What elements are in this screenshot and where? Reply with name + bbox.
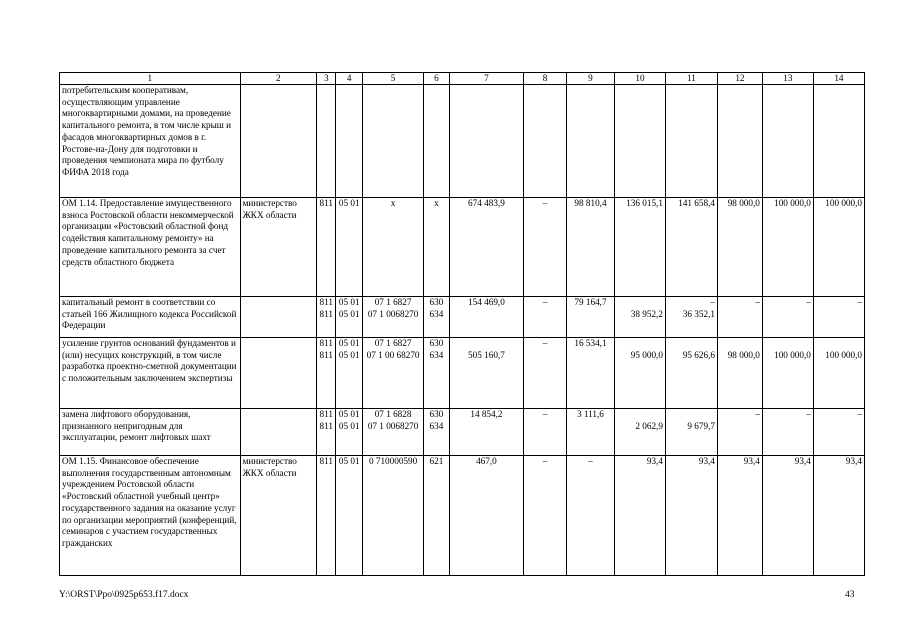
header-cell: 5 xyxy=(362,73,423,85)
cell-value xyxy=(765,338,811,350)
cell-value xyxy=(816,421,862,433)
cell-c11 xyxy=(665,85,717,198)
cell-value: х xyxy=(434,198,439,208)
cell-c3 xyxy=(317,338,336,409)
cell-value: – xyxy=(542,456,548,466)
cell-value: 811 xyxy=(319,349,333,360)
cell-value: 14 854,2 xyxy=(470,409,503,419)
cell-value xyxy=(526,350,564,362)
cell-value: – xyxy=(542,198,548,208)
cell-value: 100 000,0 xyxy=(774,198,811,208)
cell-value: 38 952,2 xyxy=(630,308,663,319)
cell-value: х xyxy=(390,198,396,208)
cell-value: – xyxy=(588,456,593,466)
cell-c13 xyxy=(762,198,813,297)
cell-value: – xyxy=(806,409,811,419)
cell-c11 xyxy=(665,198,717,297)
cell-c3 xyxy=(317,456,336,576)
cell-value xyxy=(816,309,862,321)
cell-value: 07 1 6827 xyxy=(374,297,412,307)
table-row xyxy=(60,456,865,576)
cell-value: 0 710000590 xyxy=(368,456,418,466)
cell-c13 xyxy=(762,409,813,456)
header-cell: 9 xyxy=(567,73,615,85)
cell-c12 xyxy=(717,85,762,198)
cell-value: 811 xyxy=(319,308,333,319)
cell-c14 xyxy=(813,85,864,198)
cell-value: – xyxy=(710,297,715,307)
table-row xyxy=(60,297,865,338)
cell-value: 100 000,0 xyxy=(825,349,862,360)
row-executor xyxy=(240,85,317,198)
cell-value xyxy=(452,421,521,433)
table-row xyxy=(60,85,865,198)
row-description: замена лифтового оборудования, признанного непригодным для эксплуатации, ремонт лифтовых шахт xyxy=(60,409,241,456)
header-cell: 1 xyxy=(60,73,241,85)
cell-value: 93,4 xyxy=(845,456,862,466)
row-description: усиление грунтов оснований фундаментов и (или) несущих конструкций, в том числе разработка проектно-сметной документации с положительным заключением экспертизы xyxy=(60,338,241,409)
cell-value xyxy=(617,297,663,309)
cell-value: 811 xyxy=(319,198,333,208)
budget-table xyxy=(59,72,865,576)
cell-c3 xyxy=(317,85,336,198)
cell-c4 xyxy=(336,297,363,338)
cell-value: 136 015,1 xyxy=(626,198,663,208)
cell-value: – xyxy=(857,297,862,307)
cell-c12 xyxy=(717,456,762,576)
cell-c4 xyxy=(336,456,363,576)
table-row xyxy=(60,338,865,409)
cell-c3 xyxy=(317,297,336,338)
cell-value: 100 000,0 xyxy=(825,198,862,208)
cell-value: 16 534,1 xyxy=(574,338,607,348)
header-cell: 3 xyxy=(317,73,336,85)
cell-value: – xyxy=(542,409,548,419)
cell-c10 xyxy=(614,456,665,576)
cell-c13 xyxy=(762,456,813,576)
cell-c10 xyxy=(614,85,665,198)
row-description: ОМ 1.14. Предоставление имущественного взноса Ростовской области некоммерческой организации «Ростовский областной фонд содействия капитальному ремонту» на проведение капитального ремонта за счет средств областного бюджета xyxy=(60,198,241,297)
cell-value xyxy=(452,338,521,350)
row-description: потребительским кооперативам, осуществляющим управление многоквартирными домами, на проведение капитального ремонта, в том числе крыш и фасадов многоквартирных домов в г. Ростове-на-Дону для подготовки и проведения чемпионата мира по футболу ФИФА 2018 года xyxy=(60,85,241,198)
table-row xyxy=(60,198,865,297)
cell-value: 05 01 xyxy=(338,456,360,466)
cell-value: 98 810,4 xyxy=(574,198,607,208)
cell-c8 xyxy=(524,198,567,297)
cell-value: 9 679,7 xyxy=(687,420,715,431)
cell-c12 xyxy=(717,297,762,338)
cell-value xyxy=(452,309,521,321)
cell-c5 xyxy=(362,198,423,297)
cell-value: 05 01 xyxy=(338,338,360,348)
row-executor xyxy=(240,297,317,338)
header-cell: 8 xyxy=(524,73,567,85)
cell-c5 xyxy=(362,409,423,456)
header-cell: 2 xyxy=(240,73,317,85)
cell-c5 xyxy=(362,338,423,409)
cell-c9 xyxy=(567,198,615,297)
cell-c11 xyxy=(665,456,717,576)
cell-c4 xyxy=(336,85,363,198)
cell-c3 xyxy=(317,409,336,456)
page-number: 43 xyxy=(845,590,855,600)
header-cell: 14 xyxy=(813,73,864,85)
cell-value: 95 626,6 xyxy=(682,349,715,360)
cell-value: 93,4 xyxy=(646,456,663,466)
cell-c9 xyxy=(567,338,615,409)
cell-c12 xyxy=(717,338,762,409)
cell-value: 07 1 00 68270 xyxy=(366,349,420,360)
cell-c7 xyxy=(449,409,523,456)
cell-c6 xyxy=(424,338,450,409)
cell-value: 630 xyxy=(429,297,444,307)
cell-c13 xyxy=(762,85,813,198)
cell-c6 xyxy=(424,456,450,576)
cell-c12 xyxy=(717,198,762,297)
cell-value: 154 469,0 xyxy=(468,297,505,307)
cell-value: 100 000,0 xyxy=(774,349,811,360)
cell-value: 07 1 0068270 xyxy=(367,308,419,319)
cell-c4 xyxy=(336,338,363,409)
cell-c14 xyxy=(813,338,864,409)
cell-c5 xyxy=(362,297,423,338)
header-cell: 11 xyxy=(665,73,717,85)
cell-value xyxy=(816,338,862,350)
cell-value: 2 062,9 xyxy=(635,420,663,431)
cell-c13 xyxy=(762,297,813,338)
row-executor: министерство ЖКХ области xyxy=(240,456,317,576)
cell-value xyxy=(569,421,612,433)
cell-c9 xyxy=(567,456,615,576)
cell-value xyxy=(720,338,760,350)
cell-value: 93,4 xyxy=(794,456,811,466)
cell-c11 xyxy=(665,409,717,456)
cell-c5 xyxy=(362,85,423,198)
cell-value: 05 01 xyxy=(338,198,360,208)
cell-value: 811 xyxy=(319,420,333,431)
cell-value: 05 01 xyxy=(338,409,360,419)
cell-c7 xyxy=(449,198,523,297)
cell-value: 141 658,4 xyxy=(678,198,715,208)
cell-value: 505 160,7 xyxy=(468,349,505,360)
cell-value xyxy=(617,409,663,421)
cell-c6 xyxy=(424,198,450,297)
cell-c8 xyxy=(524,338,567,409)
cell-value xyxy=(668,338,715,350)
cell-c7 xyxy=(449,85,523,198)
cell-value: 630 xyxy=(429,338,444,348)
cell-value: 95 000,0 xyxy=(630,349,663,360)
cell-value: 467,0 xyxy=(476,456,497,466)
cell-c10 xyxy=(614,409,665,456)
row-description: капитальный ремонт в соответствии со статьей 166 Жилищного кодекса Российской Федерации xyxy=(60,297,241,338)
cell-value xyxy=(668,409,715,421)
cell-c9 xyxy=(567,85,615,198)
cell-c7 xyxy=(449,297,523,338)
header-cell: 6 xyxy=(424,73,450,85)
cell-value: 07 1 6828 xyxy=(374,409,412,419)
header-cell: 10 xyxy=(614,73,665,85)
cell-c10 xyxy=(614,198,665,297)
cell-c6 xyxy=(424,409,450,456)
cell-value xyxy=(569,350,612,362)
cell-c7 xyxy=(449,456,523,576)
cell-value: – xyxy=(542,338,548,348)
cell-c8 xyxy=(524,409,567,456)
cell-value: 79 164,7 xyxy=(574,297,607,307)
cell-value: – xyxy=(542,297,548,307)
cell-value: 05 01 xyxy=(338,308,360,319)
cell-value: 98 000,0 xyxy=(727,198,760,208)
cell-value: 674 483,9 xyxy=(468,198,505,208)
cell-c3 xyxy=(317,198,336,297)
cell-c9 xyxy=(567,409,615,456)
cell-c14 xyxy=(813,198,864,297)
cell-c14 xyxy=(813,297,864,338)
cell-value: 634 xyxy=(429,308,444,319)
row-description: ОМ 1.15. Финансовое обеспечение выполнения государственным автономным учреждением Ростовской области «Ростовский областной учебный центр» государственного задания на оказание услуг по организации мероприятий (конференций, семинаров с участием государственных гражданских xyxy=(60,456,241,576)
cell-value: 811 xyxy=(319,409,333,419)
cell-value: 05 01 xyxy=(338,420,360,431)
footer-file-path: Y:\ORST\Ppo\0925p653.f17.docx xyxy=(59,590,189,600)
cell-c14 xyxy=(813,456,864,576)
cell-value: 93,4 xyxy=(698,456,715,466)
cell-c6 xyxy=(424,297,450,338)
cell-c10 xyxy=(614,338,665,409)
cell-c11 xyxy=(665,297,717,338)
row-executor xyxy=(240,409,317,456)
cell-value: 634 xyxy=(429,349,444,360)
table-header-row xyxy=(60,73,865,85)
cell-c8 xyxy=(524,456,567,576)
cell-c13 xyxy=(762,338,813,409)
cell-value: 621 xyxy=(429,456,444,466)
cell-value xyxy=(765,421,811,433)
cell-value xyxy=(617,338,663,350)
cell-value xyxy=(569,309,612,321)
cell-value xyxy=(526,309,564,321)
cell-value: – xyxy=(806,297,811,307)
cell-c5 xyxy=(362,456,423,576)
cell-c7 xyxy=(449,338,523,409)
cell-value xyxy=(720,309,760,321)
header-cell: 7 xyxy=(449,73,523,85)
cell-value: 93,4 xyxy=(743,456,760,466)
cell-value: 630 xyxy=(429,409,444,419)
cell-value: 634 xyxy=(429,420,444,431)
header-cell: 4 xyxy=(336,73,363,85)
cell-value: – xyxy=(755,409,760,419)
cell-value xyxy=(526,421,564,433)
cell-c4 xyxy=(336,409,363,456)
cell-value: 07 1 0068270 xyxy=(367,420,419,431)
cell-value: 811 xyxy=(319,456,333,466)
cell-value: – xyxy=(857,409,862,419)
cell-c14 xyxy=(813,409,864,456)
row-executor: министерство ЖКХ области xyxy=(240,198,317,297)
cell-c8 xyxy=(524,85,567,198)
cell-value: 98 000,0 xyxy=(727,349,760,360)
cell-value: 36 352,1 xyxy=(682,308,715,319)
header-cell: 12 xyxy=(717,73,762,85)
header-cell: 13 xyxy=(762,73,813,85)
cell-value: 07 1 6827 xyxy=(374,338,412,348)
table-row xyxy=(60,409,865,456)
cell-c11 xyxy=(665,338,717,409)
cell-value xyxy=(765,309,811,321)
row-executor xyxy=(240,338,317,409)
cell-value: 3 111,6 xyxy=(577,409,604,419)
cell-c12 xyxy=(717,409,762,456)
cell-c10 xyxy=(614,297,665,338)
cell-value: – xyxy=(755,297,760,307)
cell-c6 xyxy=(424,85,450,198)
cell-value: 05 01 xyxy=(338,297,360,307)
cell-c9 xyxy=(567,297,615,338)
cell-c8 xyxy=(524,297,567,338)
cell-c4 xyxy=(336,198,363,297)
cell-value xyxy=(720,421,760,433)
cell-value: 811 xyxy=(319,297,333,307)
cell-value: 811 xyxy=(319,338,333,348)
cell-value: 05 01 xyxy=(338,349,360,360)
